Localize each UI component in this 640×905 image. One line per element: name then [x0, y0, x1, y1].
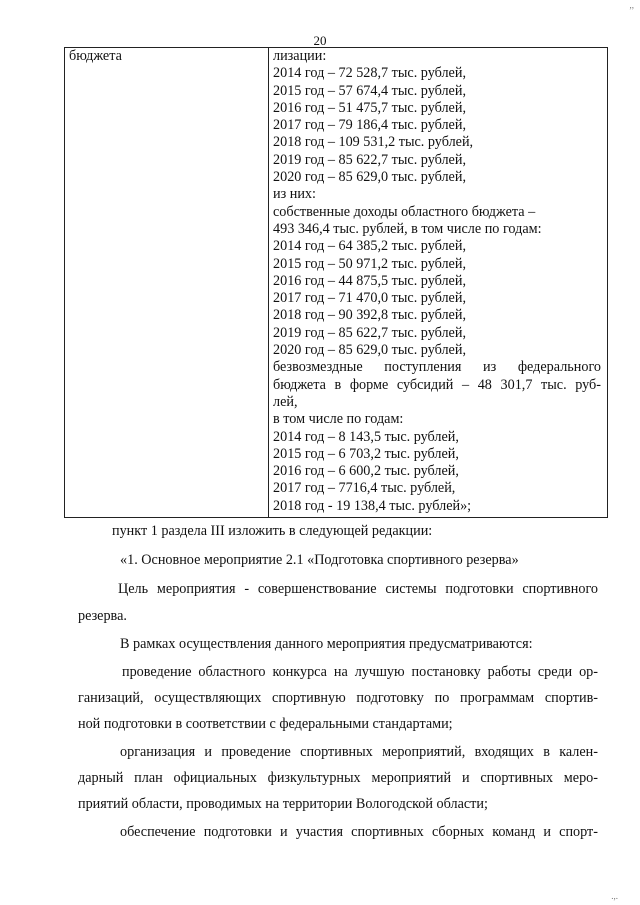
funding-line: из них:: [273, 186, 316, 203]
amendment-instruction: пункт 1 раздела III изложить в следующей редакции:: [112, 523, 433, 539]
paragraph-line: организация и проведение спортивных мероприятий, входящих в кален-: [120, 744, 598, 760]
paragraph-line: ганизаций, осуществляющих спортивную подготовку по программам спортив-: [78, 690, 598, 706]
funding-line: 2014 год – 8 143,5 тыс. рублей,: [273, 428, 459, 445]
funding-line: 2014 год – 72 528,7 тыс. рублей,: [273, 65, 466, 82]
page-number: 20: [313, 33, 327, 48]
funding-line: 2017 год – 7716,4 тыс. рублей,: [273, 480, 456, 497]
funding-line: 2019 год – 85 622,7 тыс. рублей,: [273, 151, 466, 168]
paragraph-line: В рамках осуществления данного мероприятия предусматриваются:: [120, 636, 533, 652]
paragraph-line: обеспечение подготовки и участия спортивных сборных команд и спорт-: [120, 824, 598, 840]
section-heading: «1. Основное мероприятие 2.1 «Подготовка спортивного резерва»: [120, 552, 519, 568]
funding-line: 2018 год – 109 531,2 тыс. рублей,: [273, 134, 474, 151]
funding-line: безвозмездные поступления из федерального: [273, 359, 601, 376]
paragraph-line: проведение областного конкурса на лучшую постановку работы среди ор-: [122, 664, 598, 680]
funding-line: 2015 год – 6 703,2 тыс. рублей,: [273, 445, 459, 462]
funding-line: 2018 год – 90 392,8 тыс. рублей,: [273, 307, 466, 324]
table-row: [65, 48, 608, 518]
funding-line: 2016 год – 51 475,7 тыс. рублей,: [273, 99, 466, 116]
scan-artifact: .,.: [611, 891, 618, 901]
funding-line: 2015 год – 57 674,4 тыс. рублей,: [273, 82, 466, 99]
table-cell-label: бюджета: [65, 48, 269, 518]
table-cell-funding: [269, 48, 608, 518]
funding-line: 2014 год – 64 385,2 тыс. рублей,: [273, 238, 466, 255]
funding-line: собственные доходы областного бюджета –: [273, 203, 536, 220]
funding-line: 2020 год – 85 629,0 тыс. рублей,: [273, 342, 466, 359]
paragraph-line: ной подготовки в соответствии с федеральными стандартами;: [78, 716, 453, 732]
funding-line: лей,: [273, 393, 298, 410]
funding-line: 2020 год – 85 629,0 тыс. рублей,: [273, 169, 466, 186]
funding-line: лизации:: [273, 48, 327, 64]
funding-line: 2016 год – 44 875,5 тыс. рублей,: [273, 272, 466, 289]
paragraph-line: резерва.: [78, 608, 127, 624]
funding-line: 2019 год – 85 622,7 тыс. рублей,: [273, 324, 466, 341]
funding-line: 2015 год – 50 971,2 тыс. рублей,: [273, 255, 466, 272]
funding-line: бюджета в форме субсидий – 48 301,7 тыс. руб-: [273, 376, 601, 393]
paragraph-line: дарный план официальных физкультурных мероприятий и спортивных меро-: [78, 770, 598, 786]
funding-line: 2017 год – 79 186,4 тыс. рублей,: [273, 117, 466, 134]
paragraph-line: Цель мероприятия - совершенствование системы подготовки спортивного: [118, 581, 598, 597]
budget-table: [64, 47, 608, 518]
paragraph-line: приятий области, проводимых на территории Вологодской области;: [78, 796, 488, 812]
funding-line: в том числе по годам:: [273, 411, 404, 428]
funding-line: 493 346,4 тыс. рублей, в том числе по годам:: [273, 220, 542, 237]
funding-line: 2016 год – 6 600,2 тыс. рублей,: [273, 463, 459, 480]
scan-artifact: ,,: [629, 0, 634, 10]
funding-line: 2018 год - 19 138,4 тыс. рублей»;: [273, 497, 472, 514]
funding-line: 2017 год – 71 470,0 тыс. рублей,: [273, 290, 466, 307]
